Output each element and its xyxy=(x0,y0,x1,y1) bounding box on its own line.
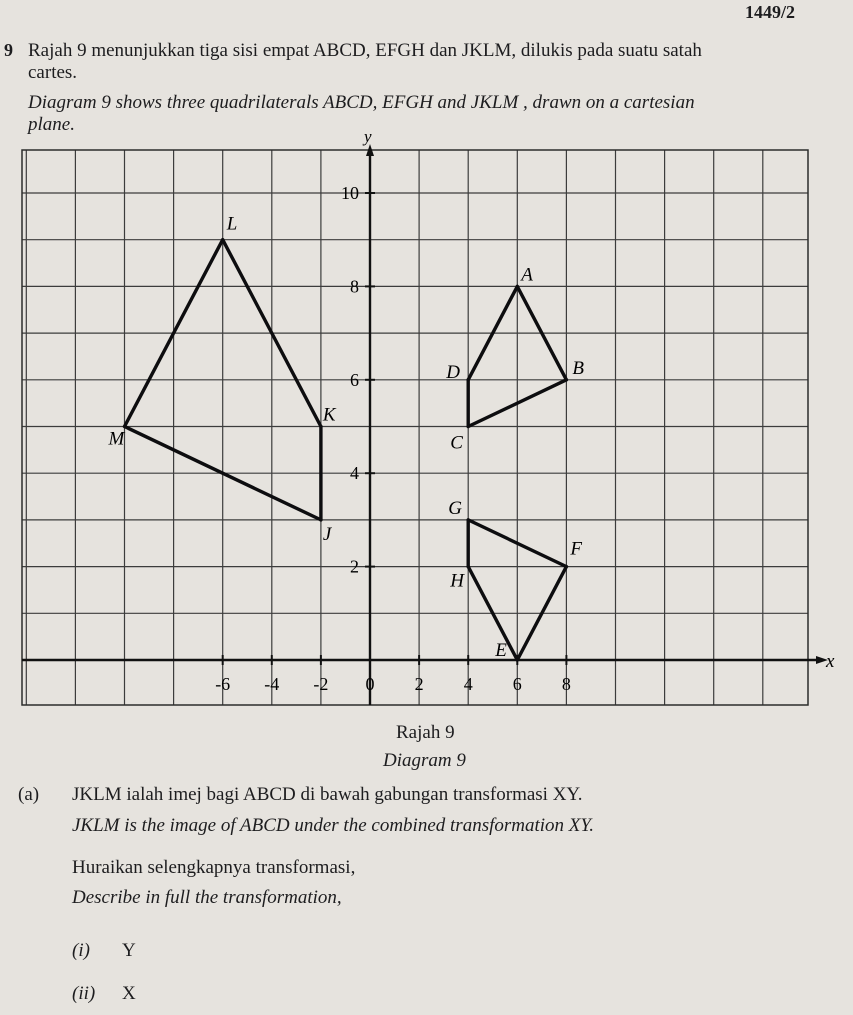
subpart-ii-text: X xyxy=(122,983,136,1004)
part-a-instruction-malay: Huraikan selengkapnya transformasi, xyxy=(72,857,356,878)
stem-malay-line-2: cartes. xyxy=(28,62,78,83)
x-tick-label: -4 xyxy=(264,674,280,694)
caption-english: Diagram 9 xyxy=(383,750,466,771)
x-tick-label: 6 xyxy=(512,674,522,694)
x-tick-label: 0 xyxy=(365,674,375,694)
vertex-label-b: B xyxy=(572,357,585,379)
vertex-label-d: D xyxy=(446,361,460,383)
subpart-ii-label: (ii) xyxy=(72,983,96,1004)
part-a-malay: JKLM ialah imej bagi ABCD di bawah gabungan transformasi XY. xyxy=(72,784,583,805)
vertex-label-c: C xyxy=(450,432,463,454)
vertex-label-e: E xyxy=(495,640,507,661)
y-tick-label: 10 xyxy=(341,183,359,203)
y-tick-label: 2 xyxy=(350,556,359,577)
x-tick-label: 8 xyxy=(561,674,571,694)
x-tick-label: -2 xyxy=(313,674,329,694)
grid-border xyxy=(22,150,808,705)
vertex-label-l: L xyxy=(226,213,238,235)
caption-malay: Rajah 9 xyxy=(396,722,455,743)
x-tick-label: 2 xyxy=(414,674,424,694)
stem-english-line-2: plane. xyxy=(28,114,75,135)
part-a-instruction-english: Describe in full the transformation, xyxy=(72,887,342,908)
vertex-label-k: K xyxy=(322,404,336,426)
x-tick-label: 4 xyxy=(463,674,473,694)
subpart-i-text: Y xyxy=(122,940,136,961)
question-number: 9 xyxy=(4,40,13,60)
subpart-i-label: (i) xyxy=(72,940,90,961)
vertex-label-a: A xyxy=(521,264,533,286)
part-a-english: JKLM is the image of ABCD under the combined transformation XY. xyxy=(72,815,594,836)
vertex-label-g: G xyxy=(448,497,462,519)
vertex-label-j: J xyxy=(322,523,332,545)
vertex-label-f: F xyxy=(570,538,583,560)
vertex-label-m: M xyxy=(108,428,125,450)
y-axis-label: y xyxy=(364,127,372,146)
y-tick-label: 8 xyxy=(350,276,359,297)
y-tick-label: 6 xyxy=(350,369,359,390)
vertex-label-h: H xyxy=(450,570,464,592)
part-a-label: (a) xyxy=(18,784,40,805)
paper-code: 1449/2 xyxy=(745,2,796,22)
stem-english-line-1: Diagram 9 shows three quadrilaterals ABCD, EFGH and JKLM , drawn on a cartesian xyxy=(28,92,695,113)
x-axis-label: x xyxy=(826,651,835,672)
stem-malay-line-1: Rajah 9 menunjukkan tiga sisi empat ABCD, EFGH dan JKLM, dilukis pada suatu satah xyxy=(28,40,702,61)
x-tick-label: -6 xyxy=(215,674,231,694)
y-tick-label: 4 xyxy=(350,463,359,484)
